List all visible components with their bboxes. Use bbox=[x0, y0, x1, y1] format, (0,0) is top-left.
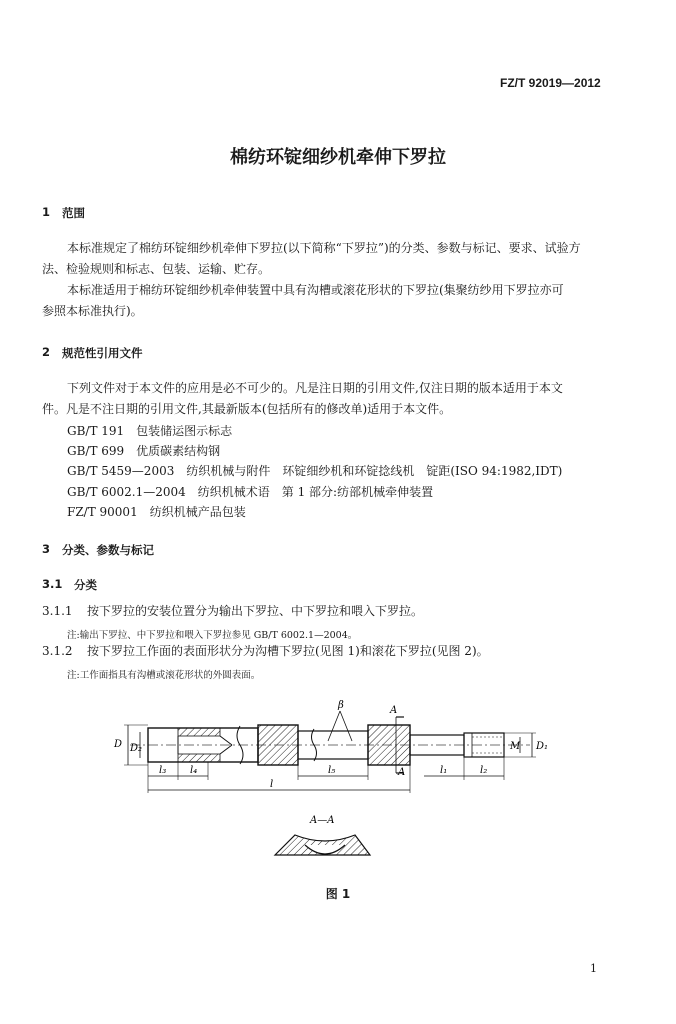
dim-label-D1: D₁ bbox=[536, 741, 549, 752]
scope-para-2-line-1: 本标准适用于棉纺环锭细纱机牵伸装置中具有沟槽或滚花形状的下罗拉(集聚纺纱用下罗拉亦可 bbox=[67, 283, 564, 297]
page-number: 1 bbox=[590, 962, 597, 975]
dim-label-l5: l₅ bbox=[328, 765, 336, 776]
section-2-heading: 规范性引用文件 bbox=[62, 346, 143, 360]
scope-para-2-line-2: 参照本标准执行)。 bbox=[42, 304, 143, 318]
dim-label-l1: l₁ bbox=[440, 765, 448, 776]
dim-label-l: l bbox=[270, 779, 274, 790]
reference-item: GB/T 5459—2003 纺织机械与附件 环锭细纱机和环锭捻线机 锭距(ISO 94:1982,IDT) bbox=[67, 464, 563, 478]
figure-1-roller-drawing bbox=[100, 695, 550, 880]
angle-label-beta: β bbox=[338, 700, 344, 711]
clause-3-1-1-number: 3.1.1 bbox=[42, 604, 73, 618]
clause-3-1-2-note: 注:工作面指具有沟槽或滚花形状的外圆表面。 bbox=[67, 670, 261, 681]
section-1-number: 1 bbox=[42, 205, 51, 219]
scope-para-1-line-2: 法、检验规则和标志、包装、运输、贮存。 bbox=[42, 262, 271, 276]
section-mark-top: A bbox=[390, 705, 398, 716]
dim-label-D2: D₂ bbox=[130, 743, 143, 754]
reference-item: GB/T 6002.1—2004 纺织机械术语 第 1 部分:纺部机械牵伸装置 bbox=[67, 485, 434, 499]
normref-para-line-2: 件。凡是不注日期的引用文件,其最新版本(包括所有的修改单)适用于本文件。 bbox=[42, 402, 452, 416]
section-2-number: 2 bbox=[42, 345, 51, 359]
section-mark-bottom: A bbox=[398, 767, 406, 778]
section-1-heading: 范围 bbox=[62, 206, 85, 220]
figure-1-caption: 图 1 bbox=[325, 887, 351, 901]
subsection-3-1-heading: 分类 bbox=[74, 578, 97, 592]
dim-label-D: D bbox=[114, 739, 123, 750]
reference-item: GB/T 699 优质碳素结构钢 bbox=[67, 444, 221, 458]
section-3-heading: 分类、参数与标记 bbox=[62, 543, 154, 557]
dim-label-l2: l₂ bbox=[480, 765, 488, 776]
clause-3-1-1-note: 注:输出下罗拉、中下罗拉和喂入下罗拉参见 GB/T 6002.1—2004。 bbox=[67, 630, 358, 641]
dim-label-l4: l₄ bbox=[190, 765, 198, 776]
subsection-3-1-number: 3.1 bbox=[42, 577, 63, 591]
dim-label-l3: l₃ bbox=[159, 765, 167, 776]
reference-item: FZ/T 90001 纺织机械产品包装 bbox=[67, 505, 246, 519]
section-view-label: A—A bbox=[310, 815, 335, 826]
scope-para-1-line-1: 本标准规定了棉纺环锭细纱机牵伸下罗拉(以下简称“下罗拉”)的分类、参数与标记、要求、试验方 bbox=[67, 241, 581, 255]
document-title: 棉纺环锭细纱机牵伸下罗拉 bbox=[230, 147, 446, 168]
normref-para-line-1: 下列文件对于本文件的应用是必不可少的。凡是注日期的引用文件,仅注日期的版本适用于本文 bbox=[67, 381, 563, 395]
section-3-number: 3 bbox=[42, 542, 51, 556]
standard-number: FZ/T 92019—2012 bbox=[500, 76, 601, 90]
reference-item: GB/T 191 包装储运图示标志 bbox=[67, 424, 233, 438]
clause-3-1-2-number: 3.1.2 bbox=[42, 644, 73, 658]
clause-3-1-1-text: 按下罗拉的安装位置分为输出下罗拉、中下罗拉和喂入下罗拉。 bbox=[87, 604, 424, 618]
dim-label-M: M bbox=[510, 741, 521, 752]
clause-3-1-2-text: 按下罗拉工作面的表面形状分为沟槽下罗拉(见图 1)和滚花下罗拉(见图 2)。 bbox=[87, 644, 489, 658]
